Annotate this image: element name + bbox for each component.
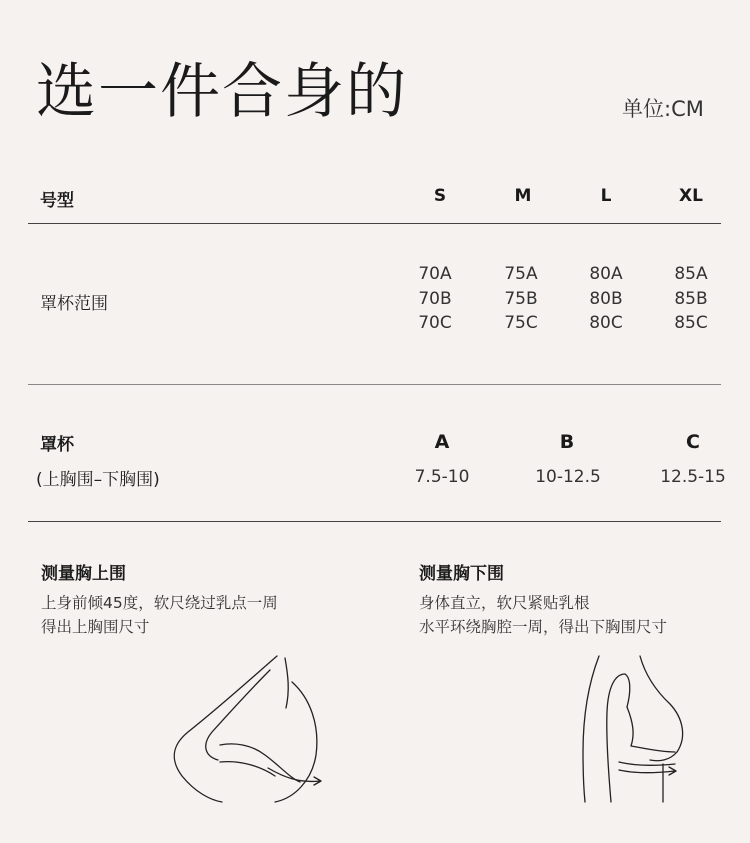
cup-header-b: B [559, 431, 575, 453]
lower-bust-illustration [575, 652, 695, 804]
range-cell: 75C [504, 313, 538, 333]
range-cell: 75A [504, 264, 538, 284]
desc-line: 身体直立，软尺紧贴乳根 [419, 594, 590, 612]
range-column-m [491, 262, 551, 336]
chest-outline [640, 656, 683, 761]
back-outline [583, 656, 599, 802]
cup-label: 罩杯 [40, 435, 74, 455]
lower-measure-title: 测量胸下围 [419, 564, 504, 584]
arm-outline [607, 674, 625, 802]
bra-band [619, 762, 675, 765]
range-cell: 85C [674, 313, 708, 333]
divider [28, 223, 721, 224]
range-cell: 85B [674, 288, 708, 309]
upper-bust-illustration [160, 650, 350, 805]
cup-header-c: C [686, 431, 700, 453]
size-header-s: S [433, 186, 447, 206]
upper-measure-desc [41, 591, 278, 639]
lower-measure-desc [419, 591, 667, 639]
cup-sublabel: (上胸围–下胸围) [36, 470, 160, 490]
desc-line: 水平环绕胸腔一周，得出下胸围尺寸 [419, 618, 668, 636]
range-column-xl [661, 262, 721, 336]
range-cell: 80B [589, 288, 623, 309]
unit-label: 单位:CM [622, 97, 704, 121]
size-row-label: 号型 [40, 191, 74, 211]
desc-line: 得出上胸围尺寸 [41, 618, 150, 636]
range-cell: 70B [418, 288, 452, 309]
bra-outline [627, 707, 675, 752]
range-cell: 80A [589, 264, 623, 284]
range-column-s [405, 262, 465, 336]
bra-outline [220, 744, 300, 782]
range-cell: 80C [589, 313, 623, 333]
size-header-l: L [600, 186, 612, 206]
size-header-m: M [514, 186, 532, 206]
desc-line: 上身前倾45度，软尺绕过乳点一周 [41, 594, 278, 612]
chest-outline [275, 682, 317, 802]
size-header-xl: XL [679, 186, 703, 206]
cup-header-a: A [434, 431, 450, 453]
measure-tape-arrow [619, 767, 676, 775]
strap-line [285, 658, 288, 708]
divider [28, 384, 721, 385]
range-cell: 70A [418, 264, 452, 284]
measure-tape-arrow [268, 768, 321, 785]
arm-outline [625, 674, 630, 707]
upper-measure-title: 测量胸上围 [41, 564, 126, 584]
range-cell: 75B [504, 288, 538, 309]
cup-range-a: 7.5-10 [414, 467, 470, 487]
cup-range-label: 罩杯范围 [40, 294, 108, 314]
cup-range-c: 12.5-15 [660, 467, 726, 487]
arm-outline [206, 670, 270, 760]
divider [28, 521, 721, 522]
page-title: 选一件合身的 [36, 57, 408, 127]
bra-outline [220, 762, 275, 776]
range-cell: 85A [674, 264, 708, 284]
range-column-l [576, 262, 636, 336]
cup-range-b: 10-12.5 [535, 467, 601, 487]
range-cell: 70C [418, 313, 452, 333]
